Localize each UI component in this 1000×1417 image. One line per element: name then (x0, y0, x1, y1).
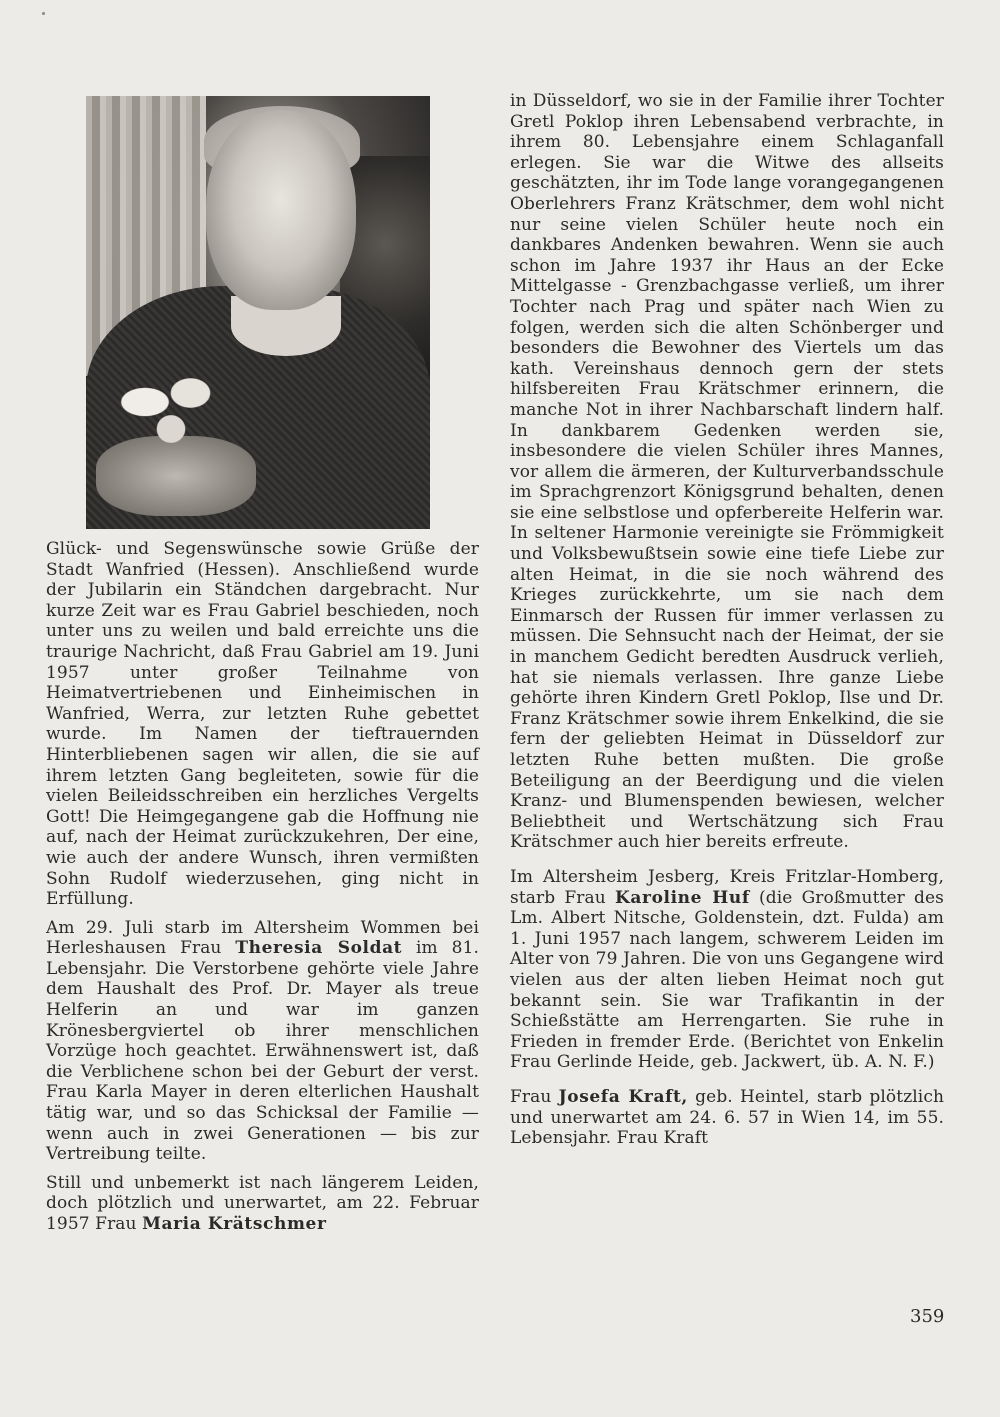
speck (42, 12, 45, 15)
paragraph-kraetschmer-intro: Still und unbemerkt ist nach längerem Leiden, doch plötzlich und unerwartet, am 22. Februar 1957 Frau Maria Krätschmer (46, 1172, 479, 1234)
paragraph-soldat: Am 29. Juli starb im Altersheim Wommen bei Herleshausen Frau Theresia Soldat im 81. Lebensjahr. Die Verstorbene gehörte viele Jahre dem Haushalt des Prof. Dr. Mayer als treue Helferin an und war im ganzen Krönesbergviertel ob ihrer menschlichen Vorzüge hoch geachtet. Erwähnenswert ist, daß die Verblichene schon bei der Geburt der verst. Frau Karla Mayer in deren elterlichen Haushalt tätig war, und so das Schicksal der Familie — wenn auch in zwei Generationen — bis zur Vertreibung teilte. (46, 917, 479, 1165)
right-column (510, 91, 944, 1149)
paragraph-gabriel: Glück- und Segenswünsche sowie Grüße der Stadt Wanfried (Hessen). Anschließend wurde der Jubilarin ein Ständchen dargebracht. Nur kurze Zeit war es Frau Gabriel beschieden, noch unter uns zu weilen und bald erreichte uns die traurige Nachricht, daß Frau Gabriel am 19. Juni 1957 unter großer Teilnahme von Heimatvertriebenen und Einheimischen in Wanfried, Werra, zur letzten Ruhe gebettet wurde. Im Namen der tieftrauernden Hinterbliebenen sagen wir allen, die sie auf ihrem letzten Gang begleiteten, sowie für die vielen Beileidsschreiben ein herzliches Vergelts Gott! Die Heimgegangene gab die Hoffnung nie auf, nach der Heimat zurückzukehren, Der eine, wie auch der andere Wunsch, ihren vermißten Sohn Rudolf wiederzusehen, ging nicht in Erfüllung. (46, 539, 479, 910)
portrait-photo (86, 96, 430, 529)
left-column (46, 539, 479, 1235)
name-karoline-huf: Karoline Huf (615, 887, 750, 908)
paragraph-huf: Im Altersheim Jesberg, Kreis Fritzlar-Homberg, starb Frau Karoline Huf (die Großmutter des Lm. Albert Nitsche, Goldenstein, dzt. Fulda) am 1. Juni 1957 nach langem, schwerem Leiden im Alter von 79 Jahren. Die von uns Gegangene wird vielen aus der alten lieben Heimat noch gut bekannt sein. Sie war Trafikantin in der Schießstätte am Herrengarten. Sie ruhe in Frieden in fremder Erde. (Berichtet von Enkelin Frau Gerlinde Heide, geb. Jackwert, üb. A. N. F.) (510, 866, 945, 1073)
page-number: 359 (910, 1306, 945, 1327)
paragraph-kraetschmer: in Düsseldorf, wo sie in der Familie ihrer Tochter Gretl Poklop ihren Lebensabend verbrachte, in ihrem 80. Lebensjahre einem Schlaganfall erlegen. Sie war die Witwe des allseits geschätzten, ihr im Tode lange vorangegangenen Oberlehrers Franz Krätschmer, dem wohl nicht nur seine vielen Schüler heute noch ein dankbares Andenken bewahren. Wenn sie auch schon im Jahre 1937 ihr Haus an der Ecke Mittelgasse - Grenzbachgasse verließ, um ihrer Tochter nach Prag und später nach Wien zu folgen, werden sich die alten Schönberger und besonders die Bewohner des Viertels um das kath. Vereinshaus dennoch gern der stets hilfsbereiten Frau Krätschmer erinnern, die manche Not in ihrer Nachbarschaft lindern half. In dankbarem Gedenken werden sie, insbesondere die vielen Schüler ihres Mannes, vor allem die ärmeren, der Kulturverbandsschule im Sprachgrenzort Königsgrund behalten, denen sie eine selbstlose und opferbereite Helferin war. In seltener Harmonie vereinigte sie Frömmigkeit und Volksbewußtsein sowie eine tiefe Liebe zur alten Heimat, in die sie noch während des Krieges zurückkehrte, um sie nach dem Einmarsch der Russen für immer verlassen zu müssen. Die Sehnsucht nach der Heimat, der sie in manchem Gedicht beredten Ausdruck verlieh, hat sie niemals verlassen. Ihre ganze Liebe gehörte ihren Kindern Gretl Poklop, Ilse und Dr. Franz Krätschmer sowie ihrem Enkelkind, die sie fern der geliebten Heimat in Düsseldorf zur letzten Ruhe betten mußten. Die große Beteiligung an der Beerdigung und die vielen Kranz- und Blumenspenden bewiesen, welcher Beliebtheit und Wertschätzung sich Frau Krätschmer auch hier bereits erfreute. (510, 91, 944, 853)
paragraph-kraft: Frau Josefa Kraft, geb. Heintel, starb plötzlich und unerwartet am 24. 6. 57 in Wien 14, im 55. Lebensjahr. Frau Kraft (510, 1086, 944, 1149)
name-theresia-soldat: Theresia Soldat (235, 938, 403, 959)
name-maria-kraetschmer: Maria Krätschmer (142, 1214, 327, 1234)
name-josefa-kraft: Josefa Kraft, (558, 1086, 688, 1107)
